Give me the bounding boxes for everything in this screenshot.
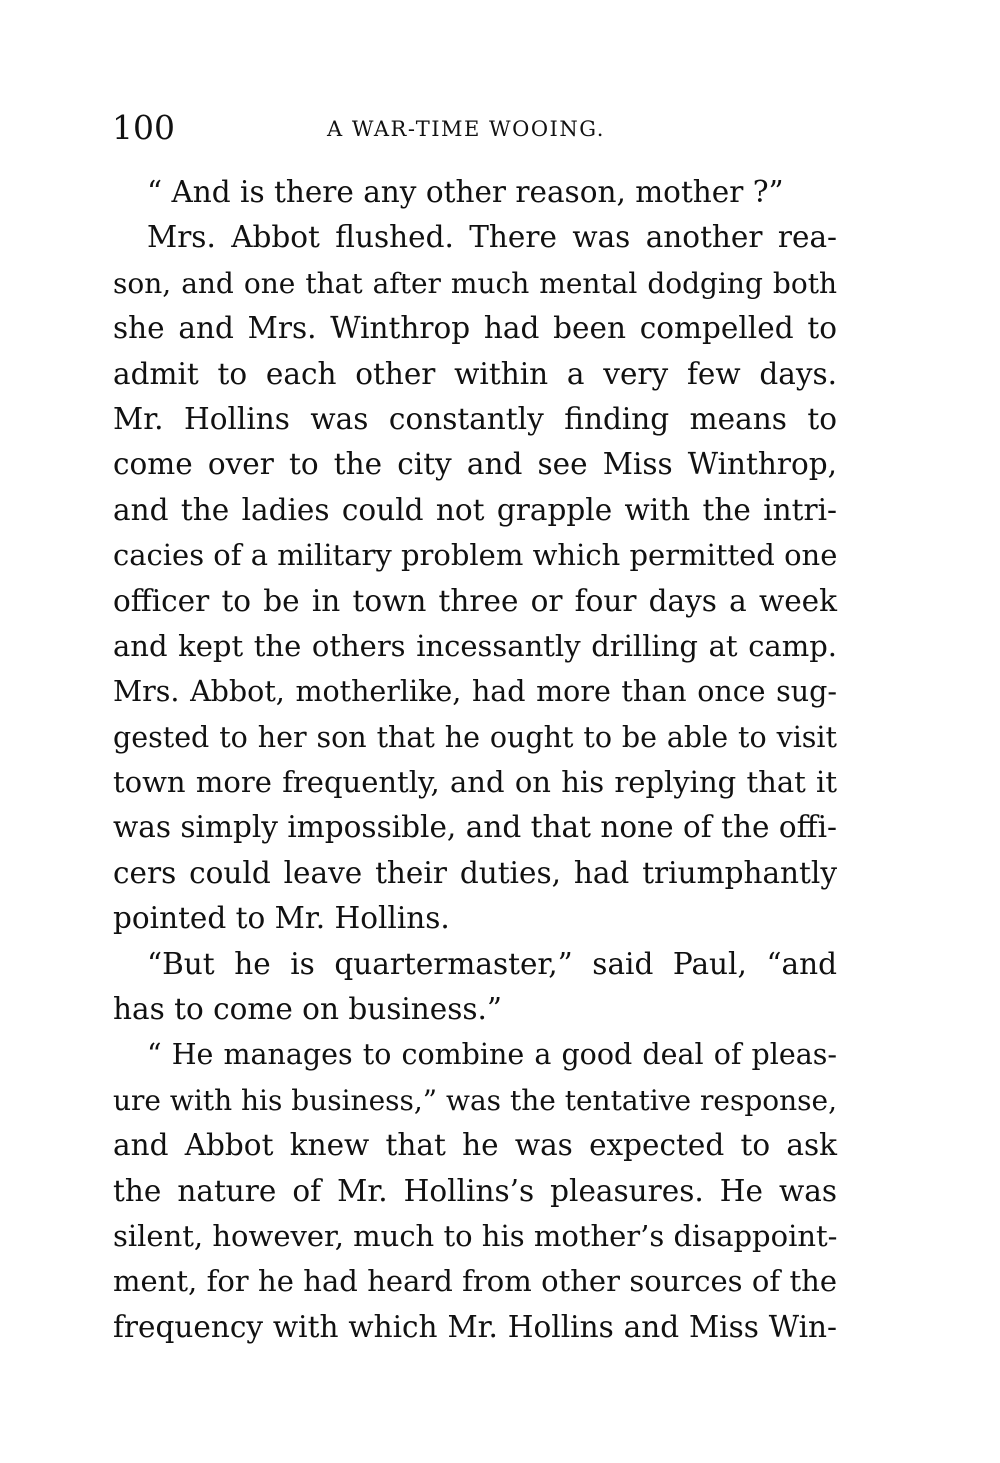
- running-head: A WAR-TIME WOOING.: [327, 117, 605, 141]
- text-line: cers could leave their duties, had triumphantly: [113, 855, 837, 890]
- text-line: Mr. Hollins was constantly finding means to: [113, 401, 837, 436]
- text-line: has to come on business.”: [113, 992, 502, 1027]
- body-text: [113, 170, 837, 1350]
- text-line: she and Mrs. Winthrop had been compelled to: [113, 311, 837, 346]
- text-line: Mrs. Abbot, motherlike, had more than once sug-: [113, 675, 837, 709]
- text-line: and the ladies could not grapple with the intri-: [113, 492, 837, 527]
- text-line: the nature of Mr. Hollins’s pleasures. He was: [113, 1173, 837, 1208]
- text-line: ure with his business,” was the tentative response,: [113, 1083, 837, 1117]
- text-line: frequency with which Mr. Hollins and Miss Win-: [113, 1309, 837, 1344]
- text-line: was simply impossible, and that none of the offi-: [113, 810, 837, 845]
- page-number: 100: [112, 108, 175, 147]
- text-line: cacies of a military problem which permitted one: [113, 538, 838, 573]
- text-line: Mrs. Abbot flushed. There was another rea-: [147, 220, 837, 255]
- text-line: town more frequently, and on his replying that it: [113, 765, 837, 800]
- text-line: gested to her son that he ought to be able to visit: [113, 720, 837, 754]
- text-line: admit to each other within a very few days.: [113, 356, 837, 391]
- text-line: and Abbot knew that he was expected to ask: [113, 1128, 837, 1163]
- page-header: [112, 108, 842, 148]
- text-line: pointed to Mr. Hollins.: [113, 901, 450, 936]
- text-line: silent, however, much to his mother’s disappoint-: [113, 1218, 838, 1253]
- text-line: come over to the city and see Miss Winthrop,: [113, 447, 837, 482]
- text-line: “But he is quartermaster,” said Paul, “and: [147, 946, 837, 981]
- text-line: son, and one that after much mental dodging both: [113, 266, 837, 300]
- text-line: “ And is there any other reason, mother ?”: [147, 175, 784, 209]
- text-line: ment, for he had heard from other sources of the: [113, 1264, 837, 1299]
- text-line: officer to be in town three or four days a week: [113, 583, 837, 618]
- text-line: and kept the others incessantly drilling at camp.: [113, 628, 837, 663]
- text-line: “ He manages to combine a good deal of pleas-: [147, 1038, 837, 1072]
